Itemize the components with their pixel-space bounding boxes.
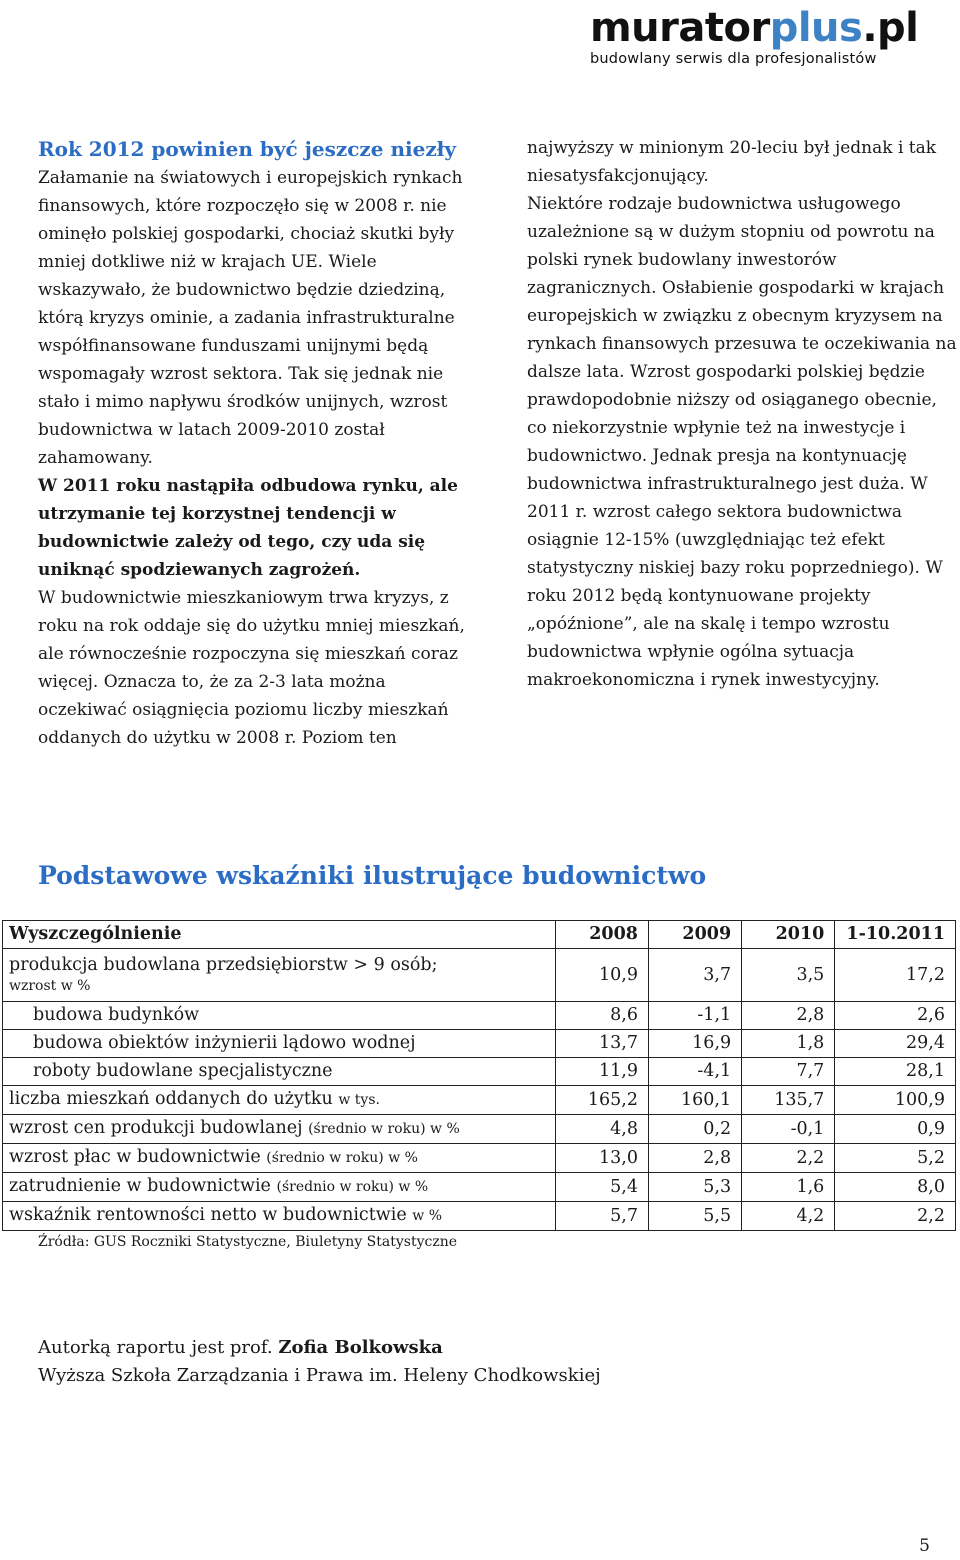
table-header-cell: 2008	[555, 921, 648, 949]
table-cell: 8,0	[835, 1173, 956, 1202]
table-header-cell: Wyszczególnienie	[3, 921, 556, 949]
table-header-cell: 2010	[742, 921, 835, 949]
paragraph-intro: Załamanie na światowych i europejskich rynkach finansowych, które rozpoczęło się w 2008 r. nie ominęło polskiej gospodarki, chociaż skutki były mniej dotkliwe niż w krajach UE. Wiele wskazywało, że budownictwo będzie dziedziną, którą kryzys ominie, a zadania infrastrukturalne współfinansowane funduszami unijnymi będą wspomagały wzrost sektora. Tak się jednak nie stało i mimo napływu środków unijnych, wzrost budownictwa w latach 2009-2010 został zahamowany.	[38, 168, 463, 468]
table-source-note: Źródła: GUS Roczniki Statystyczne, Biuletyny Statystyczne	[38, 1234, 458, 1250]
table-cell: -1,1	[648, 1002, 741, 1030]
author-line: Autorką raportu jest prof. Zofia Bolkowska	[38, 1337, 443, 1358]
paragraph-bold: W 2011 roku nastąpiła odbudowa rynku, ale utrzymanie tej korzystnej tendencji w budownictwie zależy od tego, czy uda się uniknąć spodziewanych zagrożeń.	[38, 476, 458, 580]
table-cell: 13,7	[555, 1030, 648, 1058]
table-cell: 5,7	[555, 1202, 648, 1231]
article-heading: Rok 2012 powinien być jeszcze niezły	[38, 137, 456, 161]
table-row	[3, 1086, 956, 1115]
logo-tagline: budowlany serwis dla profesjonalistów	[590, 51, 877, 67]
table-row	[3, 1030, 956, 1058]
table-row	[3, 1115, 956, 1144]
author-institution: Wyższa Szkoła Zarządzania i Prawa im. Heleny Chodkowskiej	[38, 1365, 601, 1386]
site-logo	[590, 6, 950, 68]
table-cell: 7,7	[742, 1058, 835, 1086]
right-column	[527, 134, 957, 694]
left-column	[38, 134, 478, 752]
table-cell: 2,2	[835, 1202, 956, 1231]
table-cell: 17,2	[835, 949, 956, 1002]
table-cell: 165,2	[555, 1086, 648, 1115]
table-cell: 3,5	[742, 949, 835, 1002]
table-cell: 100,9	[835, 1086, 956, 1115]
table-cell: -0,1	[742, 1115, 835, 1144]
logo-wordmark: muratorplus.pl	[590, 5, 919, 51]
table-cell: 29,4	[835, 1030, 956, 1058]
table-row	[3, 1173, 956, 1202]
table-header-cell: 1-10.2011	[835, 921, 956, 949]
table-cell-label: wzrost cen produkcji budowlanej (średnio w roku) w %	[3, 1115, 556, 1144]
author-block	[38, 1334, 601, 1390]
table-cell: 11,9	[555, 1058, 648, 1086]
table-cell: 8,6	[555, 1002, 648, 1030]
paragraph-services: Niektóre rodzaje budownictwa usługowego uzależnione są w dużym stopniu od powrotu na polski rynek budowlany inwestorów zagranicznych. Osłabienie gospodarki w krajach europejskich w związku z obecnym kryzysem na rynkach finansowych przesuwa te oczekiwania na dalsze lata. Wzrost gospodarki polskiej będzie prawdopodobnie niższy od osiąganego obecnie, co niekorzystnie wpłynie też na inwestycje i budownictwo. Jednak presja na kontynuację budownictwa infrastrukturalnego jest duża. W 2011 r. wzrost całego sektora budownictwa osiągnie 12-15% (uwzględniając też efekt statystyczny niskiej bazy roku poprzedniego). W roku 2012 będą kontynuowane projekty „opóźnione”, ale na skalę i tempo wzrostu budownictwa wpłynie ogólna sytuacja makroekonomiczna i rynek inwestycyjny.	[527, 194, 957, 690]
author-name: Zofia Bolkowska	[278, 1337, 443, 1358]
table-cell: 10,9	[555, 949, 648, 1002]
table-cell: 4,2	[742, 1202, 835, 1231]
table-cell-label: produkcja budowlana przedsiębiorstw > 9 osób; wzrost w %	[3, 949, 556, 1002]
table-cell: 4,8	[555, 1115, 648, 1144]
table-header-row	[3, 921, 956, 949]
table-cell: 5,3	[648, 1173, 741, 1202]
paragraph-continued: najwyższy w minionym 20-leciu był jednak i tak niesatysfakcjonujący.	[527, 138, 937, 186]
table-cell-label: zatrudnienie w budownictwie (średnio w roku) w %	[3, 1173, 556, 1202]
table-cell-label: liczba mieszkań oddanych do użytku w tys.	[3, 1086, 556, 1115]
table-cell-label: wzrost płac w budownictwie (średnio w roku) w %	[3, 1144, 556, 1173]
table-cell: 2,2	[742, 1144, 835, 1173]
table-header-cell: 2009	[648, 921, 741, 949]
table-cell-label: roboty budowlane specjalistyczne	[3, 1058, 556, 1086]
table-row	[3, 1144, 956, 1173]
table-cell: 5,5	[648, 1202, 741, 1231]
table-cell: 2,8	[648, 1144, 741, 1173]
table-cell: 16,9	[648, 1030, 741, 1058]
table-row	[3, 949, 956, 1002]
table-row	[3, 1058, 956, 1086]
indicators-table	[2, 920, 956, 1231]
table-cell-label: budowa budynków	[3, 1002, 556, 1030]
table-cell: 5,4	[555, 1173, 648, 1202]
table-cell: 0,2	[648, 1115, 741, 1144]
table-cell: 13,0	[555, 1144, 648, 1173]
table-cell-label: wskaźnik rentowności netto w budownictwie w %	[3, 1202, 556, 1231]
table-row	[3, 1202, 956, 1231]
table-cell: 2,8	[742, 1002, 835, 1030]
table-cell: 2,6	[835, 1002, 956, 1030]
table-cell: 1,8	[742, 1030, 835, 1058]
page-number: 5	[919, 1536, 930, 1556]
paragraph-housing: W budownictwie mieszkaniowym trwa kryzys, z roku na rok oddaje się do użytku mniej mieszkań, ale równocześnie rozpoczyna się mieszkań coraz więcej. Oznacza to, że za 2-3 lata można oczekiwać osiągnięcia poziomu liczby mieszkań oddanych do użytku w 2008 r. Poziom ten	[38, 588, 465, 748]
table-cell: 1,6	[742, 1173, 835, 1202]
table-cell: 3,7	[648, 949, 741, 1002]
table-cell: 135,7	[742, 1086, 835, 1115]
table-cell: 28,1	[835, 1058, 956, 1086]
table-cell: -4,1	[648, 1058, 741, 1086]
table-cell-label: budowa obiektów inżynierii lądowo wodnej	[3, 1030, 556, 1058]
section-title: Podstawowe wskaźniki ilustrujące budownictwo	[38, 861, 707, 890]
table-cell: 5,2	[835, 1144, 956, 1173]
table-cell: 0,9	[835, 1115, 956, 1144]
table-row	[3, 1002, 956, 1030]
table-cell: 160,1	[648, 1086, 741, 1115]
